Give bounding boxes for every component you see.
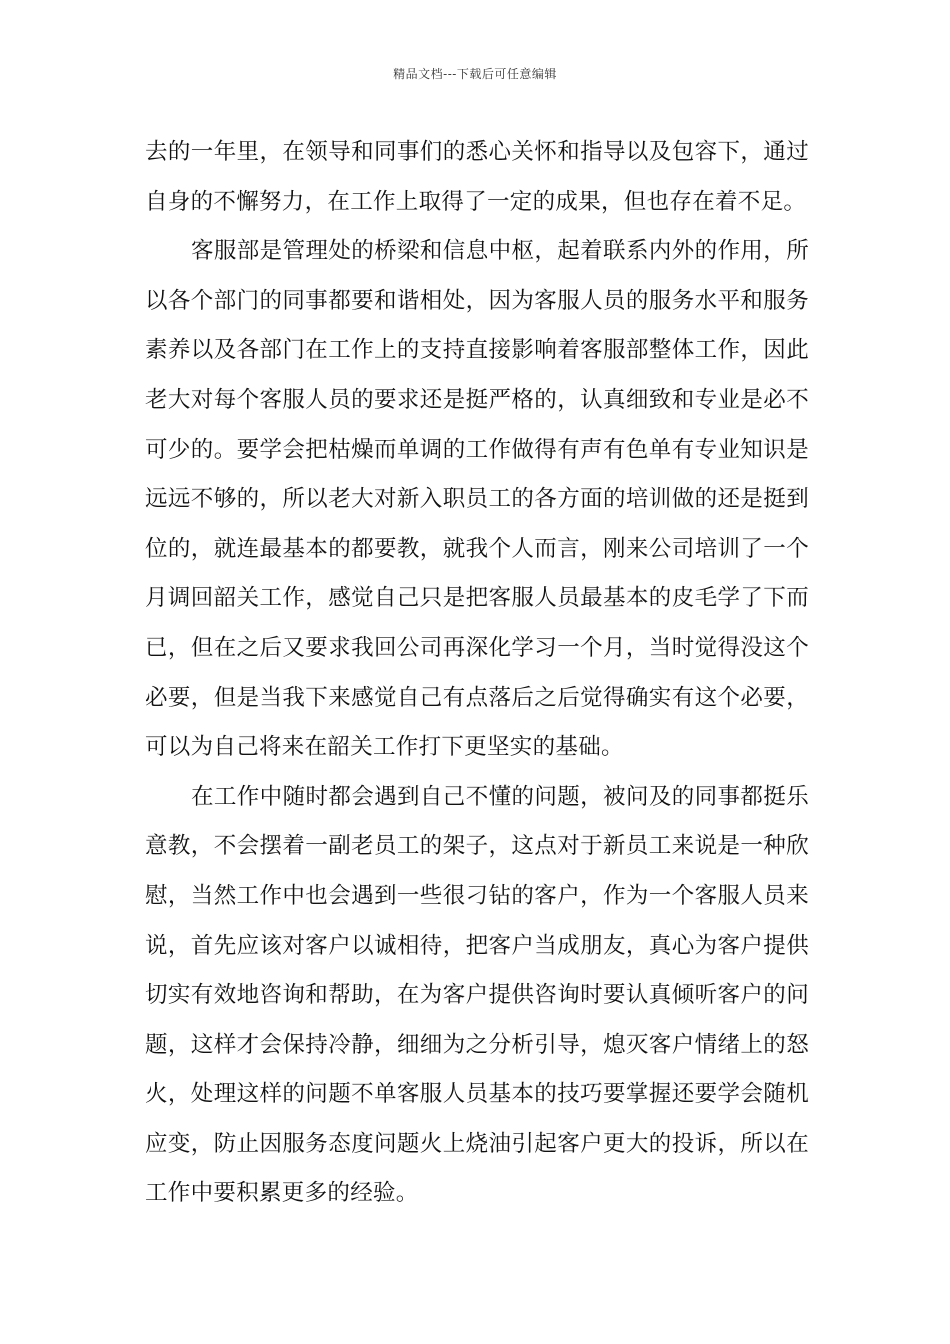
paragraph-3-line-7: 火，处理这样的问题不单客服人员基本的技巧要掌握还要学会随机 xyxy=(145,1081,809,1108)
paragraph-1-line-2: 自身的不懈努力，在工作上取得了一定的成果，但也存在着不足。 xyxy=(145,188,807,215)
paragraph-2-line-6: 远远不够的，所以老大对新入职员工的各方面的培训做的还是挺到 xyxy=(145,486,809,513)
paragraph-2-line-8: 月调回韶关工作，感觉自己只是把客服人员最基本的皮毛学了下而 xyxy=(145,585,809,612)
paragraph-2-line-3: 素养以及各部门在工作上的支持直接影响着客服部整体工作，因此 xyxy=(145,337,809,364)
paragraph-3-line-3: 慰，当然工作中也会遇到一些很刁钻的客户，作为一个客服人员来 xyxy=(145,882,809,909)
paragraph-2-line-5: 可少的。要学会把枯燥而单调的工作做得有声有色单有专业知识是 xyxy=(145,436,809,463)
paragraph-2-line-4: 老大对每个客服人员的要求还是挺严格的，认真细致和专业是必不 xyxy=(145,386,809,413)
page-header: 精品文档---下载后可任意编辑 xyxy=(393,67,557,81)
paragraph-2-line-10: 必要，但是当我下来感觉自己有点落后之后觉得确实有这个必要， xyxy=(145,684,809,711)
paragraph-3-line-8: 应变，防止因服务态度问题火上烧油引起客户更大的投诉，所以在 xyxy=(145,1130,809,1157)
paragraph-3-line-5: 切实有效地咨询和帮助，在为客户提供咨询时要认真倾听客户的问 xyxy=(145,982,809,1009)
paragraph-2-line-9: 已，但在之后又要求我回公司再深化学习一个月，当时觉得没这个 xyxy=(145,634,809,661)
paragraph-3-line-6: 题，这样才会保持冷静，细细为之分析引导，熄灭客户情绪上的怒 xyxy=(145,1031,809,1058)
paragraph-2-line-2: 以各个部门的同事都要和谐相处，因为客服人员的服务水平和服务 xyxy=(145,287,809,314)
paragraph-3-line-4: 说，首先应该对客户以诚相待，把客户当成朋友，真心为客户提供 xyxy=(145,932,809,959)
document-body xyxy=(145,128,809,1219)
paragraph-3-line-1: 在工作中随时都会遇到自己不懂的问题，被问及的同事都挺乐 xyxy=(191,783,809,810)
paragraph-2-line-11: 可以为自己将来在韶关工作打下更坚实的基础。 xyxy=(145,734,624,761)
paragraph-3-line-2: 意教，不会摆着一副老员工的架子，这点对于新员工来说是一种欣 xyxy=(145,833,809,860)
paragraph-1-line-1: 去的一年里，在领导和同事们的悉心关怀和指导以及包容下，通过 xyxy=(145,139,809,165)
paragraph-3-line-9: 工作中要积累更多的经验。 xyxy=(145,1180,419,1207)
paragraph-2-line-7: 位的，就连最基本的都要教，就我个人而言，刚来公司培训了一个 xyxy=(145,535,809,562)
paragraph-2-line-1: 客服部是管理处的桥梁和信息中枢，起着联系内外的作用，所 xyxy=(191,238,809,265)
